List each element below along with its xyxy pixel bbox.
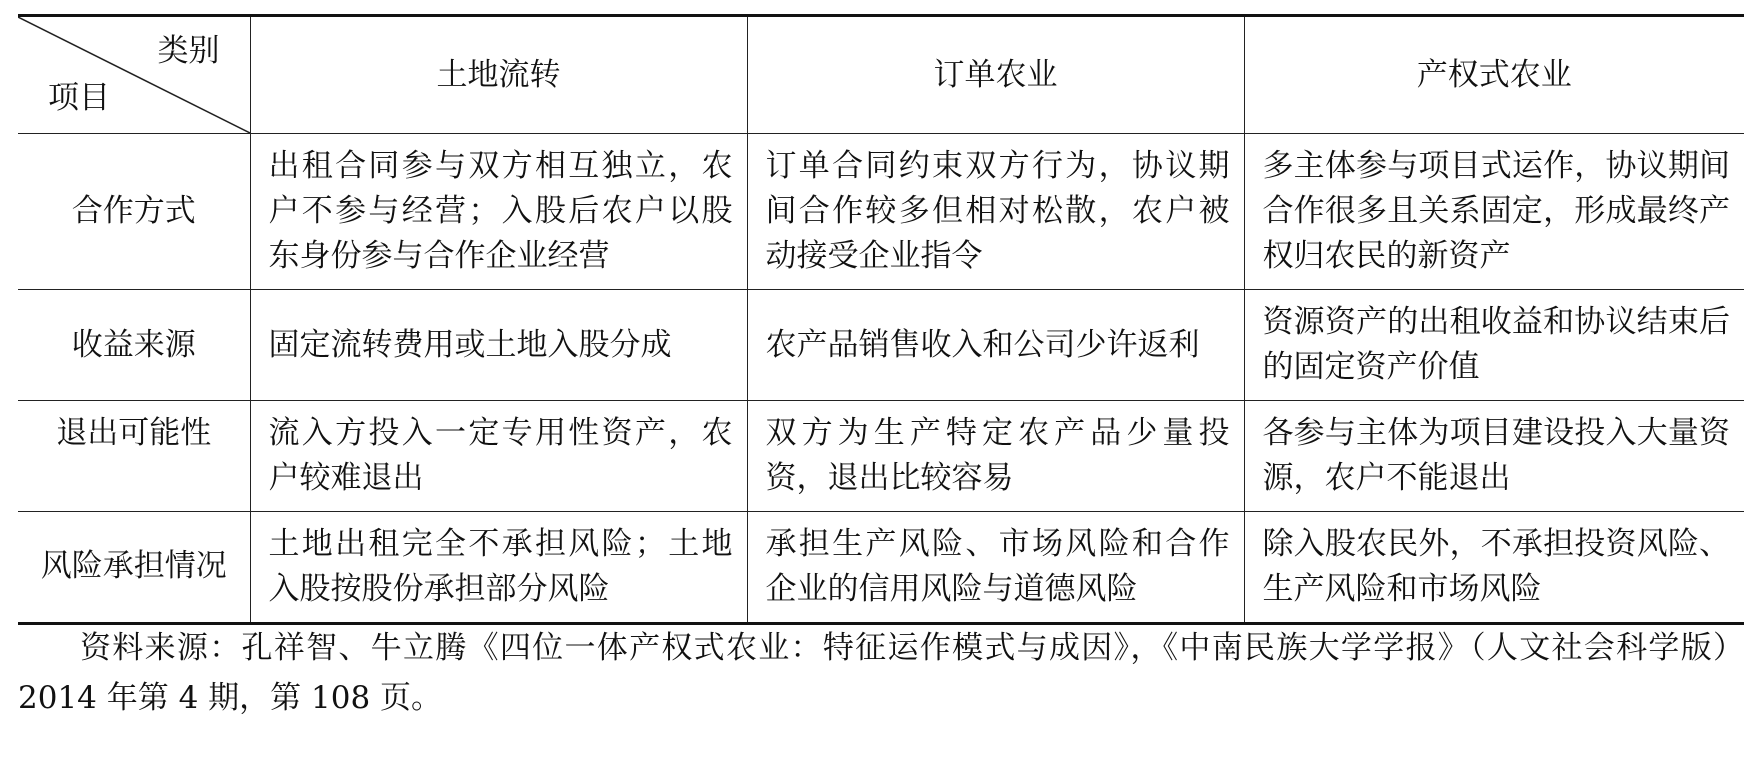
table-cell: 农产品销售收入和公司少许返利 — [747, 290, 1244, 401]
source-note: 资料来源：孔祥智、牛立腾《四位一体产权式农业：特征运作模式与成因》，《中南民族大学学报》（人文社会科学版）2014 年第 4 期，第 108 页。 — [18, 630, 1744, 716]
row-label: 退出可能性 — [18, 401, 250, 512]
table-cell: 订单合同约束双方行为，协议期间合作较多但相对松散，农户被动接受企业指令 — [747, 134, 1244, 290]
corner-category-label: 类别 — [157, 33, 220, 69]
table-cell: 出租合同参与双方相互独立，农户不参与经营；入股后农户以股东身份参与合作企业经营 — [250, 134, 747, 290]
corner-cell — [18, 16, 250, 134]
table-cell: 各参与主体为项目建设投入大量资源，农户不能退出 — [1244, 401, 1744, 512]
column-header: 订单农业 — [747, 16, 1244, 134]
comparison-table — [18, 14, 1744, 625]
row-label: 收益来源 — [18, 290, 250, 401]
table-cell: 土地出租完全不承担风险；土地入股按股份承担部分风险 — [250, 512, 747, 624]
table-row — [18, 401, 1744, 512]
comparison-table-container — [18, 14, 1744, 625]
table-cell: 资源资产的出租收益和协议结束后的固定资产价值 — [1244, 290, 1744, 401]
table-row — [18, 290, 1744, 401]
row-label: 合作方式 — [18, 134, 250, 290]
table-cell: 流入方投入一定专用性资产，农户较难退出 — [250, 401, 747, 512]
table-header-row — [18, 16, 1744, 134]
table-cell: 双方为生产特定农产品少量投资，退出比较容易 — [747, 401, 1244, 512]
table-cell: 多主体参与项目式运作，协议期间合作很多且关系固定，形成最终产权归农民的新资产 — [1244, 134, 1744, 290]
table-cell: 除入股农民外，不承担投资风险、生产风险和市场风险 — [1244, 512, 1744, 624]
table-cell: 承担生产风险、市场风险和合作企业的信用风险与道德风险 — [747, 512, 1244, 624]
table-row — [18, 512, 1744, 624]
column-header: 产权式农业 — [1244, 16, 1744, 134]
row-label: 风险承担情况 — [18, 512, 250, 624]
corner-item-label: 项目 — [48, 80, 110, 116]
column-header: 土地流转 — [250, 16, 747, 134]
table-cell: 固定流转费用或土地入股分成 — [250, 290, 747, 401]
table-row — [18, 134, 1744, 290]
